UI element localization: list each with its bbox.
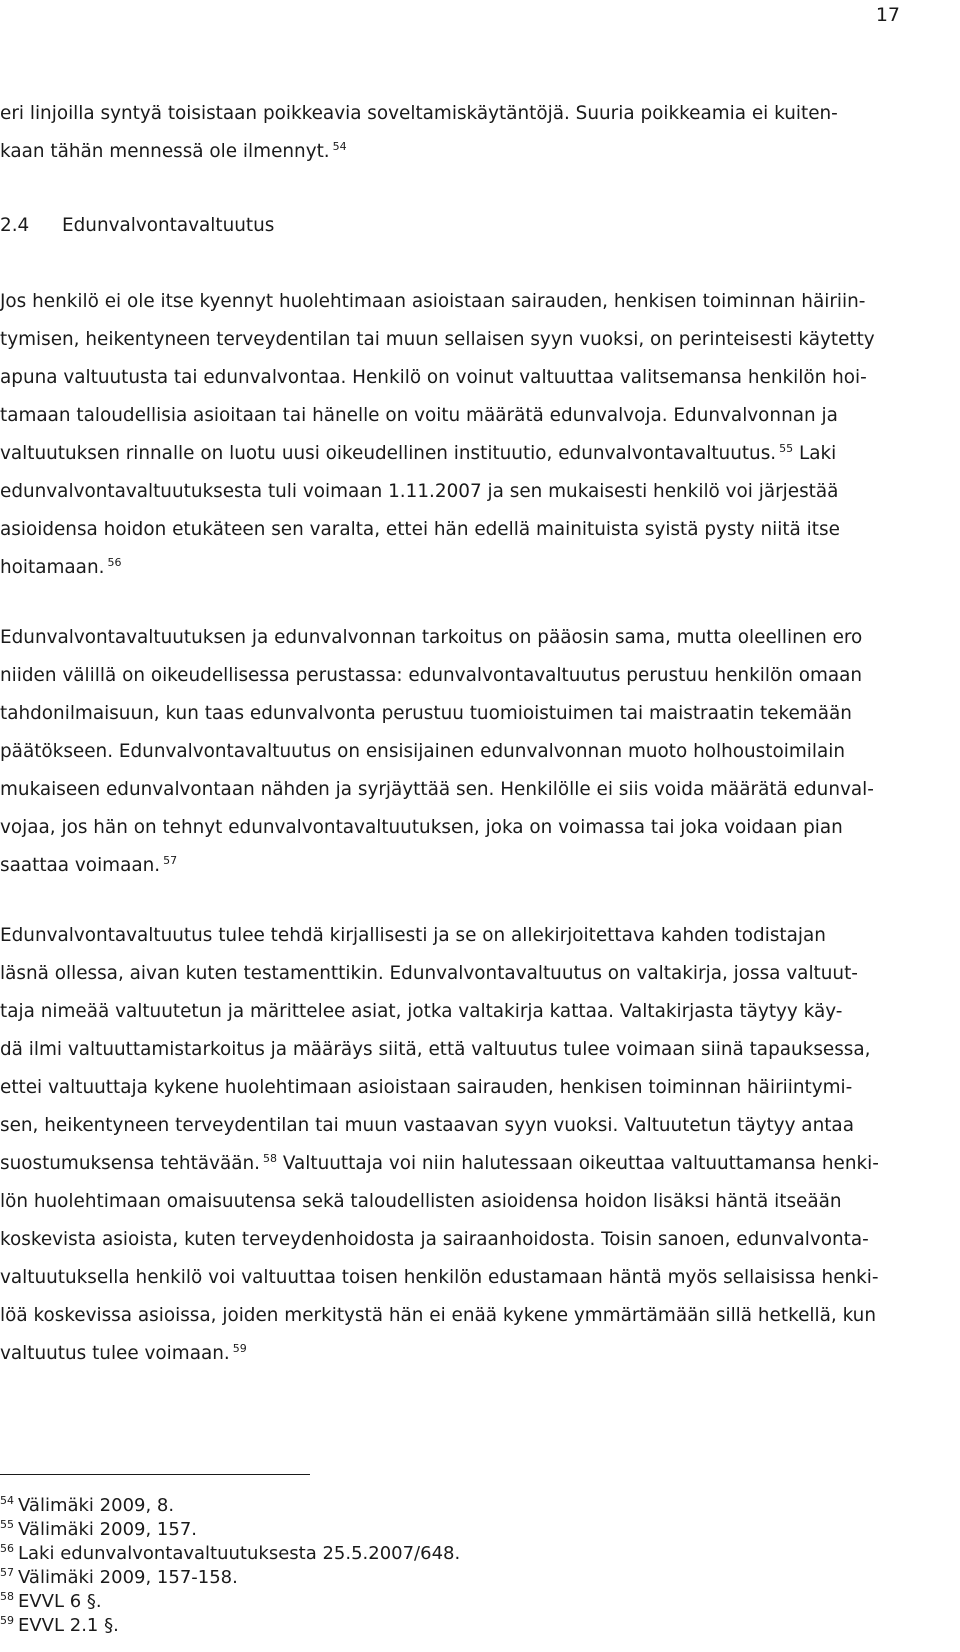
footnote: $^{56}$ Laki edunvalvontavaltuutuksesta 25.5.2007/648. <box>0 1542 461 1564</box>
footnote: $^{55}$ Välimäki 2009, 157. <box>0 1518 197 1540</box>
footnote-ref[interactable]: 54 <box>332 139 347 153</box>
footnote-ref[interactable]: 58 <box>263 1151 277 1165</box>
footnote: $^{54}$ Välimäki 2009, 8. <box>0 1494 175 1516</box>
footnote-ref[interactable]: 59 <box>232 1341 247 1355</box>
footnote: $^{59}$ EVVL 2.1 §. <box>0 1614 119 1636</box>
section-number: 2.4 <box>0 215 30 236</box>
footnote-ref[interactable]: 55 <box>779 441 794 455</box>
section-title: Edunvalvontavaltuutus <box>62 215 275 236</box>
footnote-ref[interactable]: 57 <box>163 853 178 867</box>
page-number: 17 <box>875 4 900 26</box>
footnote-ref[interactable]: 56 <box>107 555 122 569</box>
footnote: $^{57}$ Välimäki 2009, 157-158. <box>0 1566 238 1588</box>
footnote-separator <box>0 1474 310 1475</box>
footnote: $^{58}$ EVVL 6 §. <box>0 1590 102 1612</box>
